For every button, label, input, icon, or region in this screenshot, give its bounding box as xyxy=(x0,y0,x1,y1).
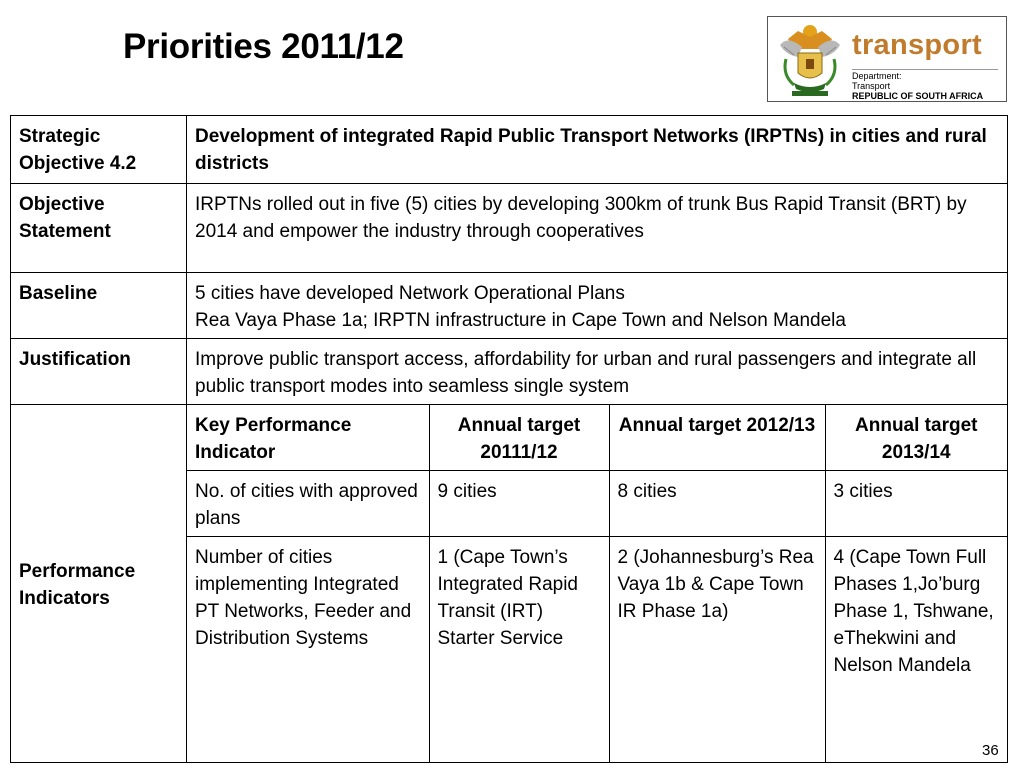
kpi-header-target-2013: Annual target 2013/14 xyxy=(825,405,1007,471)
row-value-strategic-objective: Development of integrated Rapid Public Transport Networks (IRPTNs) in cities and rural districts xyxy=(187,116,1008,184)
kpi-header-row xyxy=(187,405,1007,471)
coat-of-arms-icon xyxy=(768,17,852,101)
row-value-objective-statement: IRPTNs rolled out in five (5) cities by developing 300km of trunk Bus Rapid Transit (BRT) by 2014 and empower the industry through cooperatives xyxy=(187,184,1008,273)
kpi-cell: 2 (Johannesburg’s Rea Vaya 1b & Cape Town IR Phase 1a) xyxy=(609,537,825,763)
kpi-cell: 9 cities xyxy=(429,471,609,537)
logo-divider xyxy=(852,69,998,70)
baseline-line-2: Rea Vaya Phase 1a; IRPTN infrastructure in Cape Town and Nelson Mandela xyxy=(195,310,846,331)
row-label-objective-statement: Objective Statement xyxy=(11,184,187,273)
kpi-cell: 4 (Cape Town Full Phases 1,Jo’burg Phase 1, Tshwane, eThekwini and Nelson Mandela xyxy=(833,547,994,676)
logo-line-country: REPUBLIC OF SOUTH AFRICA xyxy=(852,91,984,101)
row-label-baseline: Baseline xyxy=(11,273,187,339)
kpi-header-indicator: Key Performance Indicator xyxy=(187,405,429,471)
row-label-justification: Justification xyxy=(11,339,187,405)
row-label-performance-indicators: Performance Indicators xyxy=(11,405,187,763)
table-row xyxy=(11,184,1008,273)
table-row-performance xyxy=(11,405,1008,763)
page-title: Priorities 2011/12 xyxy=(123,27,404,66)
row-value-baseline xyxy=(187,273,1008,339)
page-number: 36 xyxy=(982,742,999,759)
row-value-justification: Improve public transport access, affordability for urban and rural passengers and integrate all public transport modes into seamless single system xyxy=(187,339,1008,405)
kpi-cell: Number of cities implementing Integrated PT Networks, Feeder and Distribution Systems xyxy=(187,537,429,763)
row-label-strategic-objective: Strategic Objective 4.2 xyxy=(11,116,187,184)
performance-indicators-cell xyxy=(187,405,1008,763)
kpi-row xyxy=(187,471,1007,537)
kpi-header-target-2011: Annual target 20111/12 xyxy=(429,405,609,471)
kpi-table xyxy=(187,405,1007,762)
kpi-cell: 1 (Cape Town’s Integrated Rapid Transit (IRT) Starter Service xyxy=(429,537,609,763)
kpi-cell: 8 cities xyxy=(609,471,825,537)
logo-wordmark: transport xyxy=(852,29,982,61)
table-row xyxy=(11,116,1008,184)
table-row xyxy=(11,339,1008,405)
department-logo xyxy=(767,16,1007,102)
logo-line-transport: Transport xyxy=(852,81,891,91)
kpi-row xyxy=(187,537,1007,763)
baseline-line-1: 5 cities have developed Network Operational Plans xyxy=(195,283,625,304)
logo-department-text xyxy=(852,71,983,101)
kpi-cell: No. of cities with approved plans xyxy=(187,471,429,537)
kpi-header-target-2012: Annual target 2012/13 xyxy=(609,405,825,471)
priorities-table xyxy=(10,115,1008,763)
logo-line-department: Department: xyxy=(852,71,902,81)
table-row xyxy=(11,273,1008,339)
kpi-cell: 3 cities xyxy=(825,471,1007,537)
